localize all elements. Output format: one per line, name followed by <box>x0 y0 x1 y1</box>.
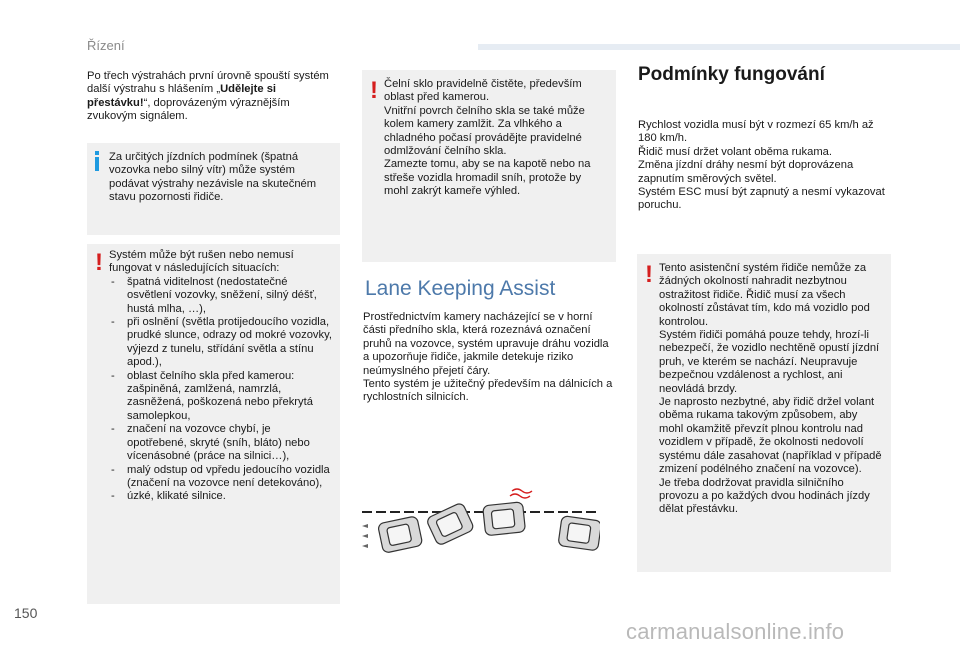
watermark: carmanualsonline.info <box>626 619 845 644</box>
intro-text-bold: Udělejte si přestávku! <box>87 83 277 109</box>
intro-paragraph <box>87 70 337 124</box>
info-box-text: Za určitých jízdních podmínek (špatná vozovka nebo silný vítr) může systém podávat výstrahy nezávisle na skutečném stavu pozornosti řidiče. <box>109 151 317 204</box>
intro-text-end: “, doprovázeným výraznějším zvukovým signálem. <box>87 96 290 123</box>
header-bar <box>478 44 960 50</box>
lane-keeping-assist-heading: Lane Keeping Assist <box>365 277 556 300</box>
warning-box-driver <box>637 254 891 572</box>
section-title: Řízení <box>87 38 125 53</box>
conditions-list <box>109 276 332 504</box>
windshield-warning-text: Čelní sklo pravidelně čistěte, především oblast před kamerou. Vnitřní povrch čelního skla se také může kolem kamery zamlžit. Za vlhkého a chladného počasí provádějte pravidelné odmlžování čelního skla. Zamezte tomu, aby se na kapotě nebo na střeše vozidla hromadil sníh, protože by mohl zakrýt kameře výhled. <box>384 78 591 198</box>
info-icon <box>95 151 99 171</box>
list-item: - oblast čelního skla před kamerou: zašpiněná, zamlžená, namrzlá, zasněžená, poškozená nebo překrytá samolepkou, <box>109 370 332 424</box>
lka-description: Prostřednictvím kamery nacházející se v horní části předního skla, která rozeznává označení pruhů na vozovce, systém upravuje dráhu vozidla a upozorňuje řidiče, jakmile detekuje riziko neúmyslného přejetí čáry. Tento systém je užitečný především na dálnicích a rychlostních silnicích. <box>363 311 613 404</box>
list-item: - značení na vozovce chybí, je opotřebené, skryté (sníh, bláto) nebo vícenásobné (práce na silnici…), <box>109 423 332 463</box>
warning-icon: ! <box>370 77 378 104</box>
info-box <box>87 143 340 235</box>
warning-box-content <box>109 249 332 504</box>
lane-keeping-illustration <box>360 486 600 566</box>
warning-box-conditions <box>87 244 340 604</box>
list-item: - při oslnění (světla protijedoucího vozidla, prudké slunce, odrazy od mokré vozovky, výjezd z tunelu, střídání světla a stínu apod.), <box>109 316 332 370</box>
warning-box-windshield <box>362 70 616 262</box>
list-item: - malý odstup od vpředu jedoucího vozidla (značení na vozovce není detekováno), <box>109 464 332 491</box>
list-item: - úzké, klikaté silnice. <box>109 490 332 503</box>
warning-icon: ! <box>95 249 103 276</box>
driver-warning-text: Tento asistenční systém řidiče nemůže za žádných okolností nahradit nezbytnou ostražitost řidiče. Řidič musí za všech okolností zůstávat tím, kdo má vozidlo pod kontrolou. Systém řidiči pomáhá pouze tehdy, hrozí-li nebezpečí, že vozidlo nechtěně opustí jízdní pruh, ve kterém se nachází. Neupravuje bezpečnou vzdálenost a rychlost, ani neovládá brzdy. Je naprosto nezbytné, aby řidič držel volant oběma rukama takovým způsobem, aby mohl okamžitě převzít plnou kontrolu nad vozidlem v případě, že okolnosti nedovolí systému dále zasahovat (například v případě zmizení podélného značení na vozovce). Je třeba dodržovat pravidla silničního provozu a po každých dvou hodinách jízdy dělat přestávku. <box>659 262 882 516</box>
intro-text-start: Po třech výstrahách první úrovně spouští systém další výstrahu s hlášením „ <box>87 70 329 96</box>
page-number: 150 <box>14 605 38 621</box>
operating-conditions-text: Rychlost vozidla musí být v rozmezí 65 km/h až 180 km/h. Řidič musí držet volant oběma rukama. Změna jízdní dráhy nesmí být doprovázena zapnutím směrových světel. Systém ESC musí být zapnutý a nesmí vykazovat poruchu. <box>638 119 885 212</box>
warning-intro: Systém může být rušen nebo nemusí fungovat v následujících situacích: <box>109 249 294 275</box>
list-item: - špatná viditelnost (nedostatečné osvětlení vozovky, sněžení, silný déšť, hustá mlha, …), <box>109 276 332 316</box>
warning-icon: ! <box>645 261 653 288</box>
operating-conditions-heading: Podmínky fungování <box>638 64 825 85</box>
